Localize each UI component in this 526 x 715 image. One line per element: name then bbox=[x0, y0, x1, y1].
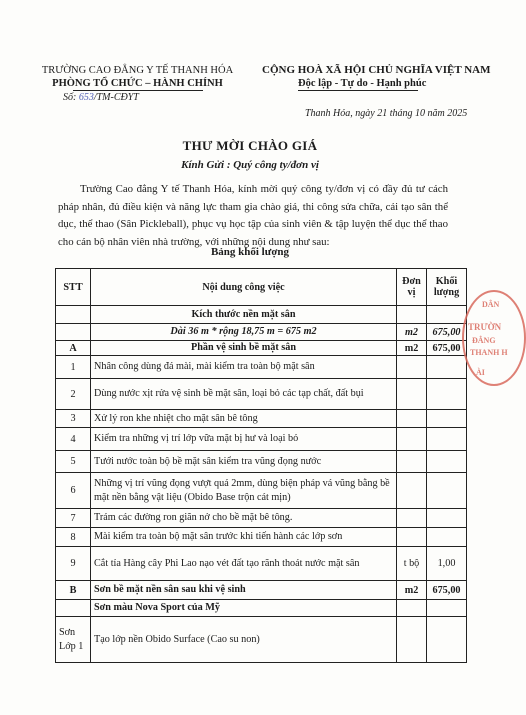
table-row bbox=[56, 617, 467, 663]
row-content: Sơn bề mặt nền sân sau khi vệ sinh bbox=[91, 581, 397, 600]
row-unit bbox=[397, 617, 427, 663]
table-row bbox=[56, 410, 467, 428]
row-stt: A bbox=[56, 341, 91, 356]
table-header-row bbox=[56, 269, 467, 306]
row-unit bbox=[397, 600, 427, 617]
row-content: Trám các đường ron giãn nở cho bề mặt bê tông. bbox=[91, 509, 397, 528]
row-content: Mài kiểm tra toàn bộ mặt sân trước khi tiến hành các lớp sơn bbox=[91, 528, 397, 547]
row-stt: 7 bbox=[56, 509, 91, 528]
row-unit bbox=[397, 428, 427, 451]
table-row bbox=[56, 324, 467, 341]
row-content: Kiểm tra những vị trí lớp vữa mặt bị hư và loại bỏ bbox=[91, 428, 397, 451]
row-content: Tưới nước toàn bộ bề mặt sân kiểm tra vũng đọng nước bbox=[91, 451, 397, 473]
letter-body: Trường Cao đẳng Y tế Thanh Hóa, kính mời quý công ty/đơn vị có đầy đủ tư cách pháp nhân, đủ điều kiện và năng lực tham gia chào giá, thi công sửa chữa, cải tạo sân thể dục, thể thao (Sân Pickleball), phục vụ học tập của sinh viên & tập luyện thể dục thể thao cho cán bộ nhân viên nhà trường, với những nội dung như sau: bbox=[58, 183, 448, 248]
row-qty bbox=[427, 428, 467, 451]
row-qty bbox=[427, 600, 467, 617]
table-row bbox=[56, 356, 467, 379]
table-title: Bảng khối lượng bbox=[210, 246, 290, 258]
table-row bbox=[56, 509, 467, 528]
department-name: PHÒNG TỔ CHỨC – HÀNH CHÍNH bbox=[52, 78, 223, 89]
row-qty: 1,00 bbox=[427, 547, 467, 581]
greeting: Kính Gửi : Quý công ty/đơn vị bbox=[181, 159, 319, 171]
row-content: Sơn màu Nova Sport của Mỹ bbox=[91, 600, 397, 617]
row-qty bbox=[427, 451, 467, 473]
org-name: TRƯỜNG CAO ĐẲNG Y TẾ THANH HÓA bbox=[41, 65, 234, 76]
row-qty bbox=[427, 528, 467, 547]
row-stt: B bbox=[56, 581, 91, 600]
header-content: Nội dung công việc bbox=[91, 269, 397, 306]
table-row bbox=[56, 428, 467, 451]
row-qty: 675,00 bbox=[427, 341, 467, 356]
row-stt: 1 bbox=[56, 356, 91, 379]
table-row bbox=[56, 581, 467, 600]
motto-underline bbox=[298, 90, 418, 91]
row-unit bbox=[397, 379, 427, 410]
row-stt bbox=[56, 306, 91, 324]
row-unit bbox=[397, 410, 427, 428]
row-content: Dài 36 m * rộng 18,75 m = 675 m2 bbox=[91, 324, 397, 341]
document-number: Số: 653/TM-CĐYT bbox=[63, 92, 139, 103]
volume-table bbox=[55, 268, 467, 663]
official-seal: DÂN TRƯỜN ĐẲNG THANH H ÀI bbox=[462, 290, 526, 386]
row-content: Xử lý ron khe nhiệt cho mặt sân bê tông bbox=[91, 410, 397, 428]
org-header bbox=[30, 64, 245, 104]
table-row bbox=[56, 528, 467, 547]
document-date: Thanh Hóa, ngày 21 tháng 10 năm 2025 bbox=[305, 108, 468, 119]
row-qty: 675,00 bbox=[427, 324, 467, 341]
row-stt: 4 bbox=[56, 428, 91, 451]
row-content: Nhân công dùng đá mài, mài kiểm tra toàn bộ mặt sân bbox=[91, 356, 397, 379]
row-content: Kích thước nền mặt sân bbox=[91, 306, 397, 324]
row-stt: 3 bbox=[56, 410, 91, 428]
nation-motto: Độc lập - Tự do - Hạnh phúc bbox=[298, 78, 427, 89]
row-unit bbox=[397, 528, 427, 547]
row-content: Cắt tỉa Hàng cây Phi Lao nạo vét đất tạo rãnh thoát nước mặt sân bbox=[91, 547, 397, 581]
row-unit bbox=[397, 509, 427, 528]
row-stt bbox=[56, 600, 91, 617]
header-stt: STT bbox=[56, 269, 91, 306]
table-row bbox=[56, 451, 467, 473]
table-row bbox=[56, 379, 467, 410]
nation-title: CỘNG HOÀ XÃ HỘI CHỦ NGHĨA VIỆT NAM bbox=[262, 64, 491, 76]
row-content: Những vị trí vũng đọng vượt quá 2mm, dùng biện pháp vá vũng bằng bề mặt nền bằng vật liệu (Obido Base trộn cát mịn) bbox=[91, 473, 397, 509]
row-qty bbox=[427, 617, 467, 663]
row-stt: Sơn Lớp 1 bbox=[56, 617, 91, 663]
header-qty: Khối lượng bbox=[427, 269, 467, 306]
document-number-value: 653 bbox=[78, 92, 94, 103]
row-qty bbox=[427, 410, 467, 428]
row-content: Dùng nước xịt rửa vệ sinh bề mặt sân, loại bỏ các tạp chất, đất bụi bbox=[91, 379, 397, 410]
row-qty bbox=[427, 379, 467, 410]
document-title: THƯ MỜI CHÀO GIÁ bbox=[182, 138, 318, 153]
row-unit bbox=[397, 451, 427, 473]
row-qty bbox=[427, 306, 467, 324]
table-row bbox=[56, 473, 467, 509]
row-stt: 2 bbox=[56, 379, 91, 410]
row-unit bbox=[397, 473, 427, 509]
row-qty bbox=[427, 509, 467, 528]
row-stt: 8 bbox=[56, 528, 91, 547]
row-qty bbox=[427, 473, 467, 509]
row-stt: 9 bbox=[56, 547, 91, 581]
table-row bbox=[56, 341, 467, 356]
row-unit: m2 bbox=[397, 341, 427, 356]
row-content: Tạo lớp nền Obido Surface (Cao su non) bbox=[91, 617, 397, 663]
row-unit: m2 bbox=[397, 581, 427, 600]
nation-header bbox=[250, 64, 500, 91]
row-qty: 675,00 bbox=[427, 581, 467, 600]
row-stt: 6 bbox=[56, 473, 91, 509]
row-unit bbox=[397, 306, 427, 324]
row-content: Phần vệ sinh bề mặt sân bbox=[91, 341, 397, 356]
row-qty bbox=[427, 356, 467, 379]
table-row bbox=[56, 547, 467, 581]
table-row bbox=[56, 306, 467, 324]
row-stt bbox=[56, 324, 91, 341]
row-unit bbox=[397, 356, 427, 379]
header-unit: Đơn vị bbox=[397, 269, 427, 306]
row-stt: 5 bbox=[56, 451, 91, 473]
table-row bbox=[56, 600, 467, 617]
row-unit: m2 bbox=[397, 324, 427, 341]
row-unit: t bộ bbox=[397, 547, 427, 581]
